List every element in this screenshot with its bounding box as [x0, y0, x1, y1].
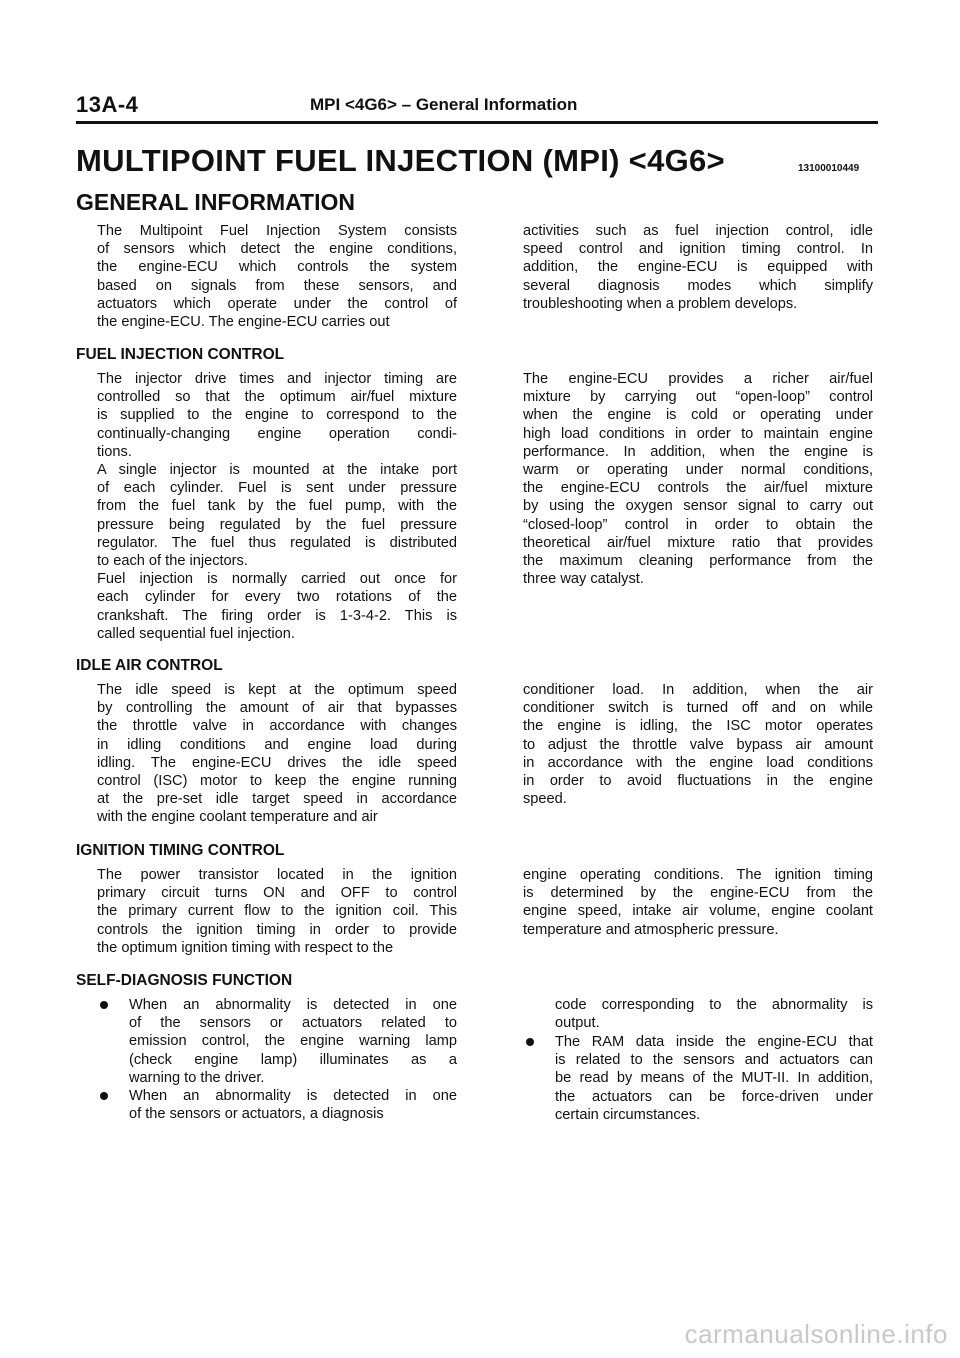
ignition-right-paragraph — [523, 866, 873, 939]
list-item — [523, 1033, 873, 1124]
list-item-text — [129, 1087, 457, 1123]
intro-right-paragraph — [523, 222, 873, 313]
text-line: Fuel injection is normally carried out once for — [97, 571, 457, 588]
text-line: of the sensors or actuators, a diagnosis — [129, 1106, 384, 1123]
text-line: in idling conditions and engine load during — [97, 736, 457, 753]
list-item — [97, 1087, 457, 1123]
text-line: warning to the driver. — [129, 1069, 265, 1086]
text-line: the optimum ignition timing with respect to the — [97, 939, 394, 956]
text-line: When an abnormality is detected in one — [129, 997, 457, 1013]
section-title: GENERAL INFORMATION — [76, 189, 355, 215]
self-diagnosis-right-list — [523, 1033, 873, 1124]
text-line: code corresponding to the abnormality is — [555, 997, 873, 1013]
text-line: “closed-loop” control in order to obtain the — [523, 516, 873, 533]
text-line: to adjust the throttle valve bypass air amount — [523, 736, 873, 753]
intro-left-paragraph — [97, 222, 457, 331]
heading-self-diagnosis-function: SELF-DIAGNOSIS FUNCTION — [76, 972, 293, 989]
text-line: the engine-ECU. The engine-ECU carries out — [97, 314, 390, 331]
text-line: based on signals from these sensors, and — [97, 277, 457, 294]
text-line: of the sensors or actuators related to — [129, 1015, 457, 1032]
text-line: conditioner load. In addition, when the air — [523, 682, 873, 698]
text-line: primary circuit turns ON and OFF to control — [97, 885, 457, 902]
text-line: temperature and atmospheric pressure. — [523, 921, 779, 938]
bullet-icon — [100, 1001, 108, 1009]
self-diagnosis-left-list — [97, 996, 457, 1123]
header-rule — [76, 121, 878, 124]
text-line: The RAM data inside the engine-ECU that — [555, 1034, 873, 1050]
text-line: controlled so that the optimum air/fuel mixture — [97, 389, 457, 406]
text-line: conditioner switch is turned off and on while — [523, 700, 873, 717]
text-line: the actuators can be force-driven under — [555, 1088, 873, 1105]
text-line: warm or operating under normal conditions, — [523, 462, 873, 479]
text-line: When an abnormality is detected in one — [129, 1088, 457, 1105]
text-line: high load conditions in order to maintain engine — [523, 425, 873, 442]
text-line: A single injector is mounted at the intake port — [97, 462, 457, 479]
heading-idle-air-control: IDLE AIR CONTROL — [76, 657, 223, 674]
text-line: in order to avoid fluctuations in the engine — [523, 773, 873, 790]
fuel-injection-right-paragraph — [523, 370, 873, 588]
text-line: by controlling the amount of air that bypasses — [97, 700, 457, 717]
text-line: the primary current flow to the ignition coil. This — [97, 903, 457, 920]
ignition-left-paragraph — [97, 866, 457, 957]
text-line: tions. — [97, 443, 132, 460]
heading-ignition-timing-control: IGNITION TIMING CONTROL — [76, 842, 285, 859]
text-line: of each cylinder. Fuel is sent under pressure — [97, 480, 457, 497]
text-line: be read by means of the MUT-II. In addition, — [555, 1070, 873, 1087]
text-line: the engine is idling, the ISC motor operates — [523, 718, 873, 735]
text-line: is related to the sensors and actuators can — [555, 1052, 873, 1069]
running-head: MPI <4G6> – General Information — [310, 95, 578, 114]
page-code: 13A-4 — [76, 92, 139, 117]
text-line: idling. The engine-ECU drives the idle speed — [97, 754, 457, 771]
text-line: The idle speed is kept at the optimum speed — [97, 682, 457, 698]
text-line: pressure being regulated by the fuel pressure — [97, 516, 457, 533]
text-line: several diagnosis modes which simplify — [523, 277, 873, 294]
text-line: addition, the engine-ECU is equipped with — [523, 259, 873, 276]
text-line: crankshaft. The firing order is 1-3-4-2. This is — [97, 607, 457, 624]
text-line: certain circumstances. — [555, 1106, 701, 1123]
text-line: The injector drive times and injector timing are — [97, 371, 457, 387]
bullet-icon — [100, 1092, 108, 1100]
text-line: by using the oxygen sensor signal to carry out — [523, 498, 873, 515]
text-line: (check engine lamp) illuminates as a — [129, 1051, 457, 1068]
idle-air-left-paragraph — [97, 681, 457, 827]
text-line: in accordance with the engine load conditions — [523, 754, 873, 771]
text-line: three way catalyst. — [523, 571, 644, 588]
text-line: the engine-ECU controls the air/fuel mixture — [523, 480, 873, 497]
text-line: troubleshooting when a problem develops. — [523, 295, 798, 312]
self-diagnosis-right-continuation — [555, 996, 873, 1032]
text-line: activities such as fuel injection control, idle — [523, 223, 873, 239]
text-line: from the fuel tank by the fuel pump, with the — [97, 498, 457, 515]
text-line: at the pre-set idle target speed in accordance — [97, 791, 457, 808]
text-line: control (ISC) motor to keep the engine running — [97, 773, 457, 790]
text-line: controls the ignition timing in order to provide — [97, 921, 457, 938]
text-line: regulator. The fuel thus regulated is distributed — [97, 534, 457, 551]
text-line: each cylinder for every two rotations of the — [97, 589, 457, 606]
text-line: with the engine coolant temperature and air — [97, 809, 378, 826]
text-line: is supplied to the engine to correspond to the — [97, 407, 457, 424]
document-id: 13100010449 — [798, 163, 860, 174]
text-line: output. — [555, 1015, 600, 1032]
heading-fuel-injection-control: FUEL INJECTION CONTROL — [76, 346, 285, 363]
text-line: The power transistor located in the ignition — [97, 867, 457, 883]
text-line: the throttle valve in accordance with changes — [97, 718, 457, 735]
text-line: when the engine is cold or operating under — [523, 407, 873, 424]
text-line: emission control, the engine warning lamp — [129, 1033, 457, 1050]
list-item — [97, 996, 457, 1087]
text-line: The Multipoint Fuel Injection System consists — [97, 223, 457, 239]
idle-air-right-paragraph — [523, 681, 873, 808]
text-line: theoretical air/fuel mixture ratio that provides — [523, 534, 873, 551]
list-item-text — [129, 996, 457, 1087]
text-line: speed control and ignition timing control. In — [523, 241, 873, 258]
text-line: to each of the injectors. — [97, 553, 248, 570]
text-line: is determined by the engine-ECU from the — [523, 885, 873, 902]
text-line: the engine-ECU which controls the system — [97, 259, 457, 276]
text-line: The engine-ECU provides a richer air/fuel — [523, 371, 873, 387]
bullet-icon — [526, 1038, 534, 1046]
list-item-text — [555, 1033, 873, 1124]
text-line: actuators which operate under the control of — [97, 295, 457, 312]
fuel-injection-left-paragraph — [97, 370, 457, 643]
text-line: speed. — [523, 791, 567, 808]
text-line: mixture by carrying out “open-loop” control — [523, 389, 873, 406]
page-title: MULTIPOINT FUEL INJECTION (MPI) <4G6> — [76, 143, 725, 178]
text-line: continually-changing engine operation condi- — [97, 425, 457, 442]
text-line: called sequential fuel injection. — [97, 625, 295, 642]
text-line: engine operating conditions. The ignition timing — [523, 867, 873, 883]
text-line: the maximum cleaning performance from the — [523, 553, 873, 570]
text-line: performance. In addition, when the engine is — [523, 443, 873, 460]
text-line: of sensors which detect the engine conditions, — [97, 241, 457, 258]
text-line: engine speed, intake air volume, engine coolant — [523, 903, 873, 920]
watermark: carmanualsonline.info — [684, 1319, 948, 1349]
